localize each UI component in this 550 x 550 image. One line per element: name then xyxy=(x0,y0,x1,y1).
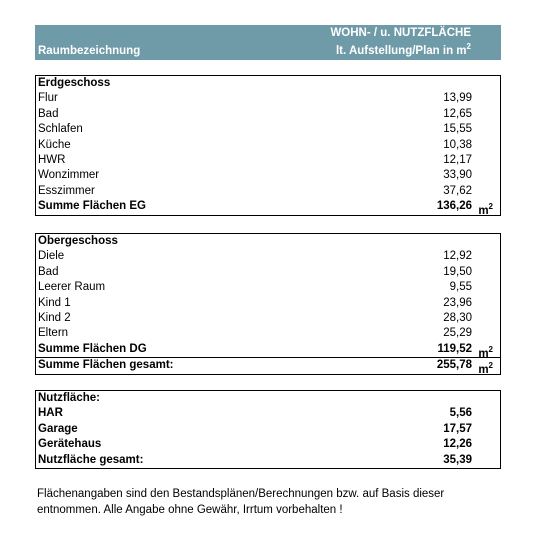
table-row: Flur 13,99 xyxy=(38,92,472,105)
sum-row-dg: Summe Flächen DG 119,52 $m^2$ xyxy=(38,342,493,360)
column-header-area-line2: lt. Aufstellung/Plan in $m^2$ xyxy=(335,42,471,57)
table-row: Diele 12,92 xyxy=(38,250,472,263)
sum-row-total: Summe Flächen gesamt: 255,78 $m^2$ xyxy=(36,357,500,373)
table-row: HWR 12,17 xyxy=(38,153,472,166)
table-header xyxy=(35,25,501,60)
footnote-line: Flächenangaben sind den Bestandsplänen/Berechnungen bzw. auf Basis dieser xyxy=(37,488,445,500)
table-row: Bad 12,65 xyxy=(38,107,472,120)
table-row: Schlafen 15,55 xyxy=(38,123,472,136)
footnote xyxy=(37,486,517,518)
table-row: Eltern 25,29 xyxy=(38,327,472,340)
table-row: HAR 5,56 xyxy=(38,407,472,420)
section-title: Obergeschoss xyxy=(38,235,118,247)
table-row: Küche 10,38 xyxy=(38,138,472,151)
table-row: Kind 1 23,96 xyxy=(38,296,472,309)
section-obergeschoss xyxy=(35,233,501,375)
table-row: Gerätehaus 12,26 xyxy=(38,438,472,451)
section-title: Nutzfläche: xyxy=(38,392,100,404)
footnote-line: entnommen. Alle Angabe ohne Gewähr, Irrtum vorbehalten ! xyxy=(37,504,343,516)
table-row: Bad 19,50 xyxy=(38,265,472,278)
section-title: Erdgeschoss xyxy=(38,77,111,89)
column-header-area-line1: WOHN- / u. NUTZFLÄCHE xyxy=(330,27,471,39)
section-erdgeschoss xyxy=(35,75,501,216)
table-row: Esszimmer 37,62 xyxy=(38,184,472,197)
table-row: Garage 17,57 xyxy=(38,422,472,435)
table-row: Kind 2 28,30 xyxy=(38,311,472,324)
column-header-room: Raumbezeichnung xyxy=(38,45,141,57)
section-nutzflaeche xyxy=(35,390,501,469)
sum-row-eg: Summe Flächen EG 136,26 $m^2$ xyxy=(38,200,493,217)
sum-row-nutzflaeche: Nutzfläche gesamt: 35,39 xyxy=(38,453,472,466)
table-row: Leerer Raum 9,55 xyxy=(38,281,472,294)
table-row: Wonzimmer 33,90 xyxy=(38,169,472,182)
